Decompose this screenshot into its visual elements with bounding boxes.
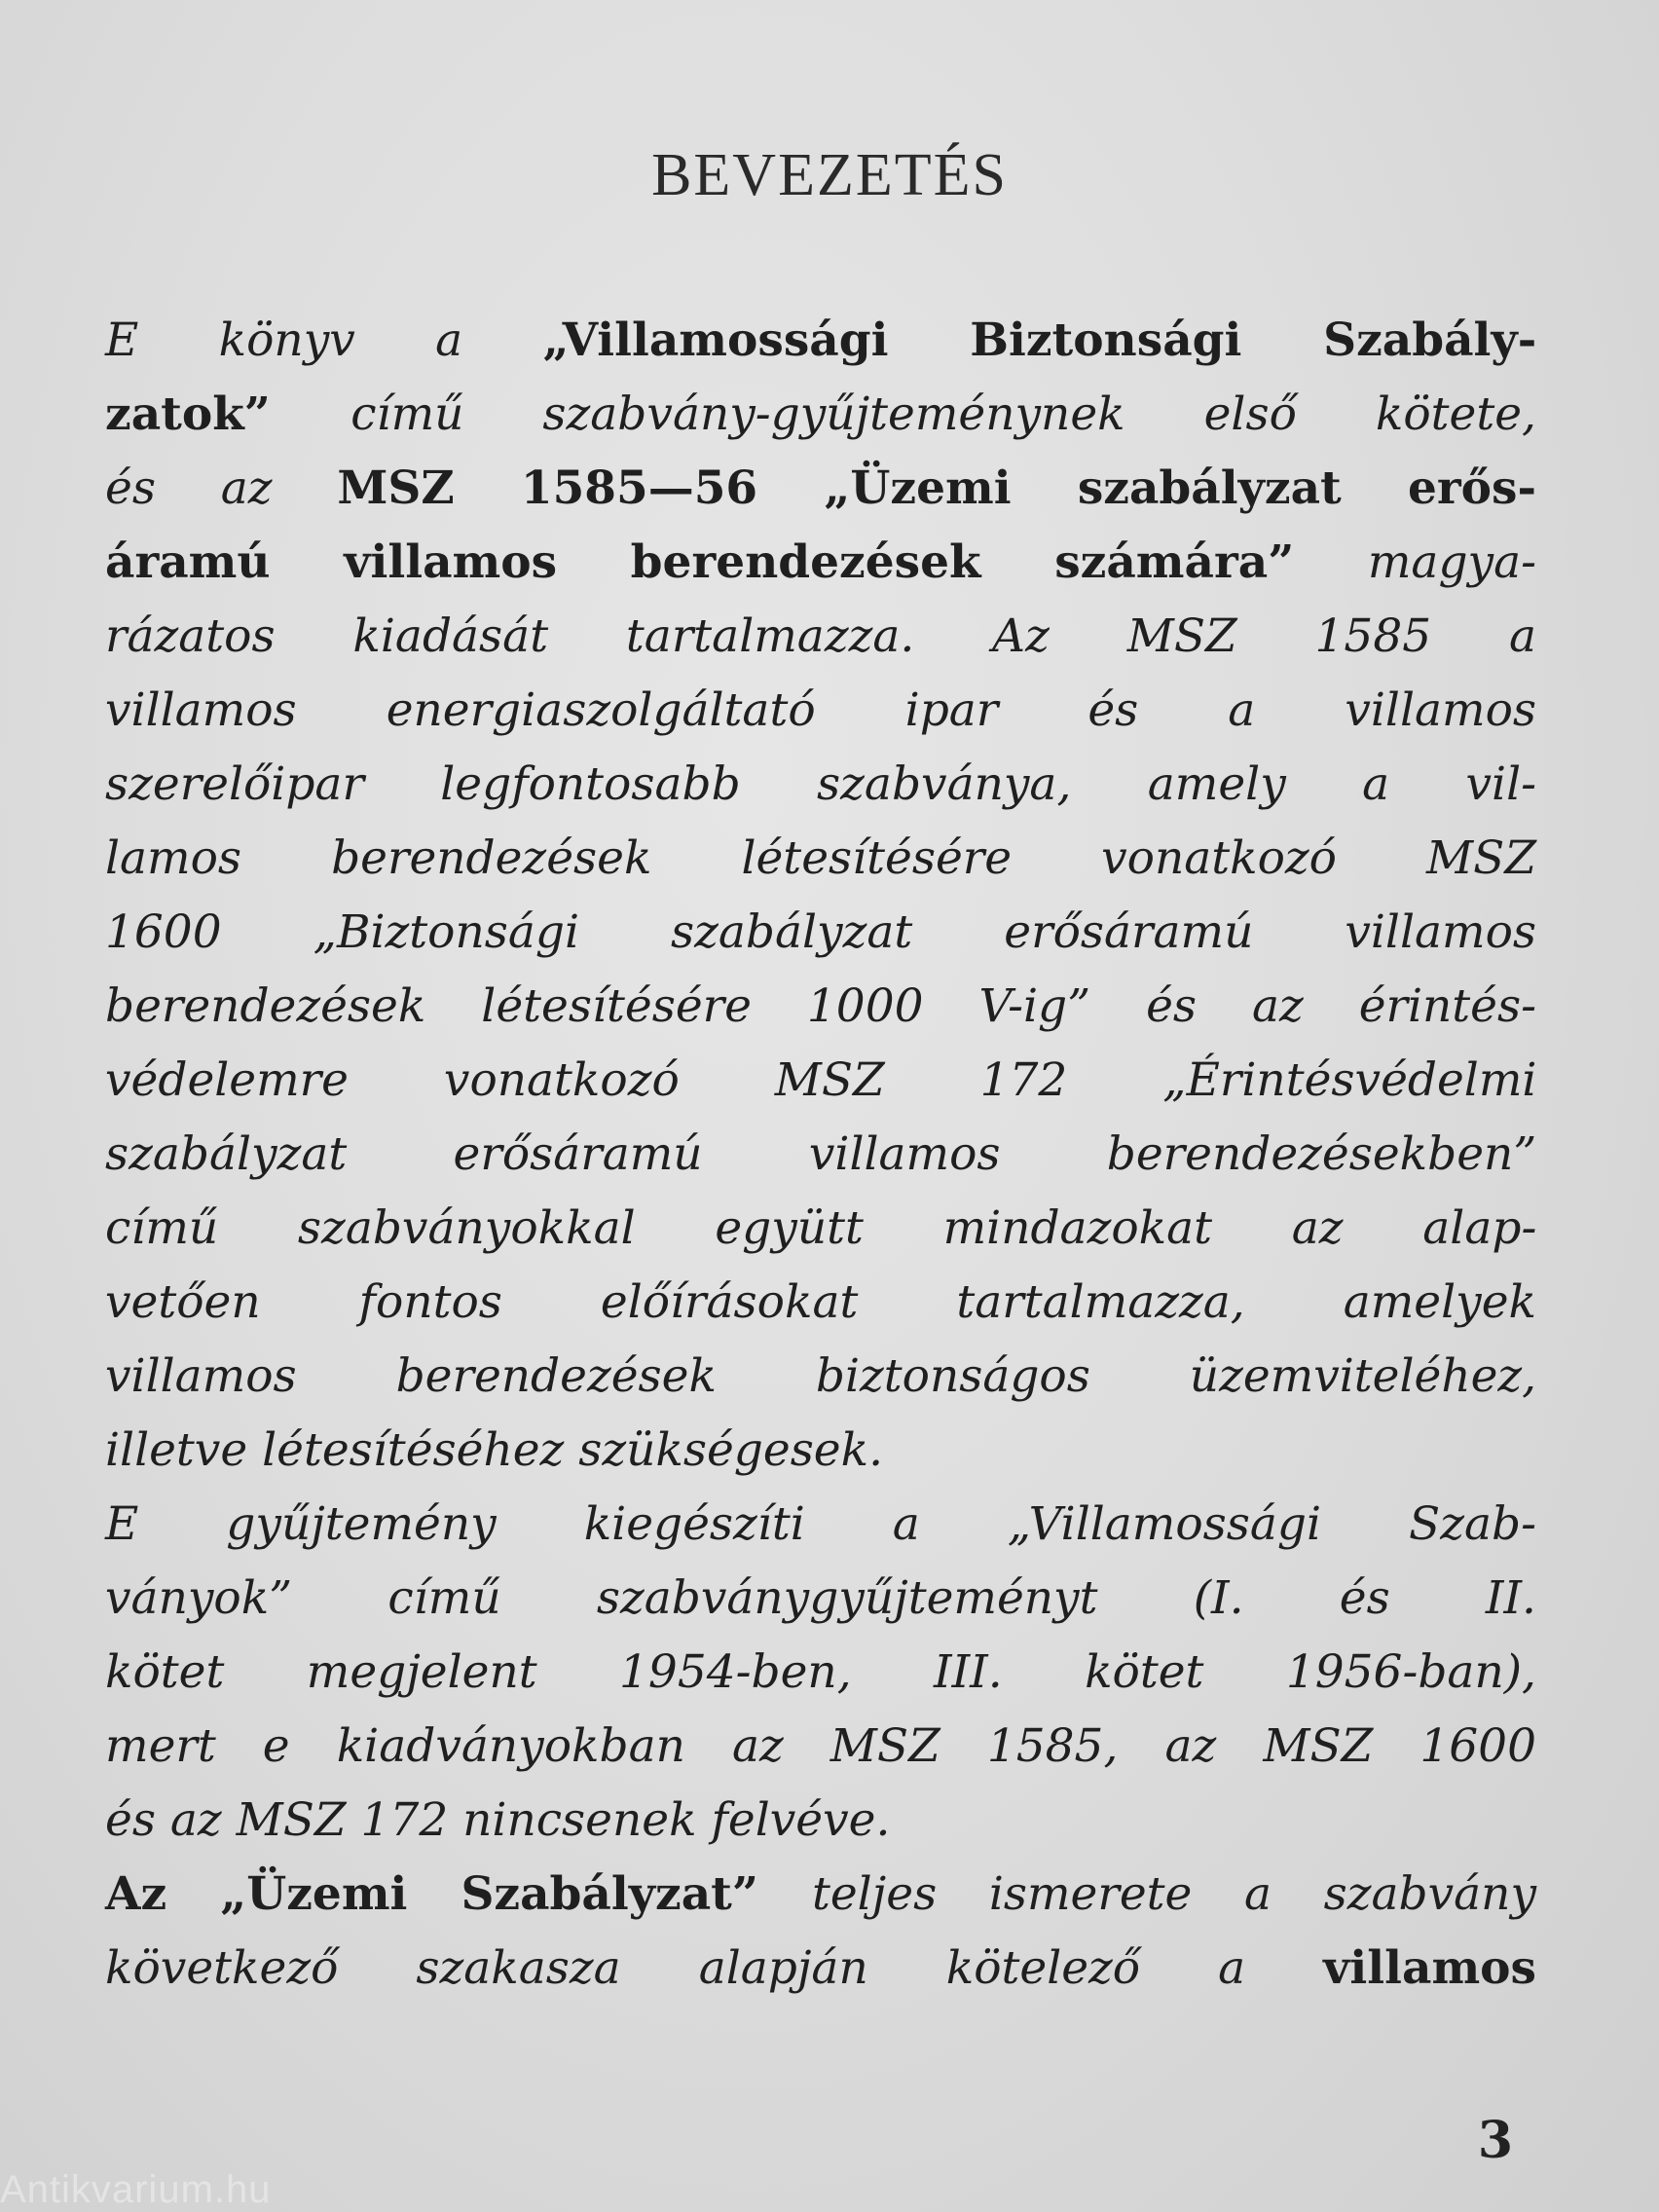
text-run: villamos energiaszolgáltató ipar és a villamos (105, 683, 1536, 737)
text-run: „Villamossági Biztonsági Szabály- (542, 313, 1537, 367)
text-line (105, 1932, 1536, 2006)
text-run: illetve létesítéséhez szükségesek. (105, 1423, 884, 1477)
text-run: E könyv a (105, 313, 543, 367)
text-run: zatok” (105, 387, 351, 441)
text-line (105, 1414, 1536, 1488)
text-run: lamos berendezések létesítésére vonatkozó MSZ (105, 831, 1536, 885)
text-run: című szabvány-gyűjteménynek első kötete, (350, 387, 1536, 441)
text-line (105, 1118, 1536, 1192)
text-run: című szabványokkal együtt mindazokat az alap- (105, 1201, 1537, 1255)
text-line (105, 970, 1536, 1044)
text-line (105, 1488, 1536, 1562)
text-line (105, 896, 1536, 970)
text-line (105, 1562, 1536, 1636)
text-run: vetően fontos előírásokat tartalmazza, amelyek (105, 1275, 1536, 1329)
text-run: villamos (1323, 1941, 1536, 1995)
page-title: BEVEZETÉS (651, 142, 1008, 208)
text-line (105, 1340, 1536, 1414)
text-line (105, 378, 1536, 452)
text-run: mert e kiadványokban az MSZ 1585, az MSZ 1600 (105, 1719, 1536, 1773)
text-line (105, 304, 1536, 378)
text-line (105, 1044, 1536, 1118)
text-line (105, 822, 1536, 896)
text-line (105, 526, 1536, 600)
text-run: MSZ 1585—56 „Üzemi szabályzat erős- (337, 461, 1536, 515)
page-number: 3 (1477, 2111, 1513, 2170)
text-run: magya- (1367, 535, 1536, 589)
text-run: berendezések létesítésére 1000 V-ig” és az érintés- (105, 979, 1536, 1033)
text-line (105, 1192, 1536, 1266)
text-run: rázatos kiadását tartalmazza. Az MSZ 1585 a (105, 609, 1536, 663)
introduction-text (105, 304, 1536, 2006)
text-run: E gyűjtemény kiegészíti a „Villamossági Szab- (105, 1497, 1536, 1551)
text-run: következő szakasza alapján kötelező a (105, 1941, 1324, 1995)
text-line (105, 600, 1536, 674)
text-run: teljes ismerete a szabvány (811, 1867, 1536, 1921)
text-run: villamos berendezések biztonságos üzemviteléhez, (105, 1349, 1537, 1403)
text-line (105, 452, 1536, 526)
text-line (105, 1858, 1536, 1932)
text-line (105, 1266, 1536, 1340)
text-run: ványok” című szabványgyűjteményt (I. és II. (105, 1571, 1536, 1625)
text-run: és az MSZ 172 nincsenek felvéve. (105, 1793, 891, 1847)
text-line (105, 674, 1536, 748)
text-run: kötet megjelent 1954-ben, III. kötet 1956-ban), (105, 1645, 1536, 1699)
text-run: védelemre vonatkozó MSZ 172 „Érintésvédelmi (105, 1053, 1537, 1107)
text-run: szabályzat erősáramú villamos berendezésekben” (105, 1127, 1537, 1181)
text-run: szerelőipar legfontosabb szabványa, amely a vil- (105, 757, 1536, 811)
watermark: Antikvarium.hu (0, 2168, 272, 2211)
text-line (105, 748, 1536, 822)
text-run: áramú villamos berendezések számára” (105, 535, 1368, 589)
text-line (105, 1710, 1536, 1784)
text-line (105, 1636, 1536, 1710)
text-run: Az „Üzemi Szabályzat” (105, 1867, 812, 1921)
text-run: 1600 „Biztonsági szabályzat erősáramú villamos (105, 905, 1536, 959)
text-run: és az (105, 461, 338, 515)
text-line (105, 1784, 1536, 1858)
